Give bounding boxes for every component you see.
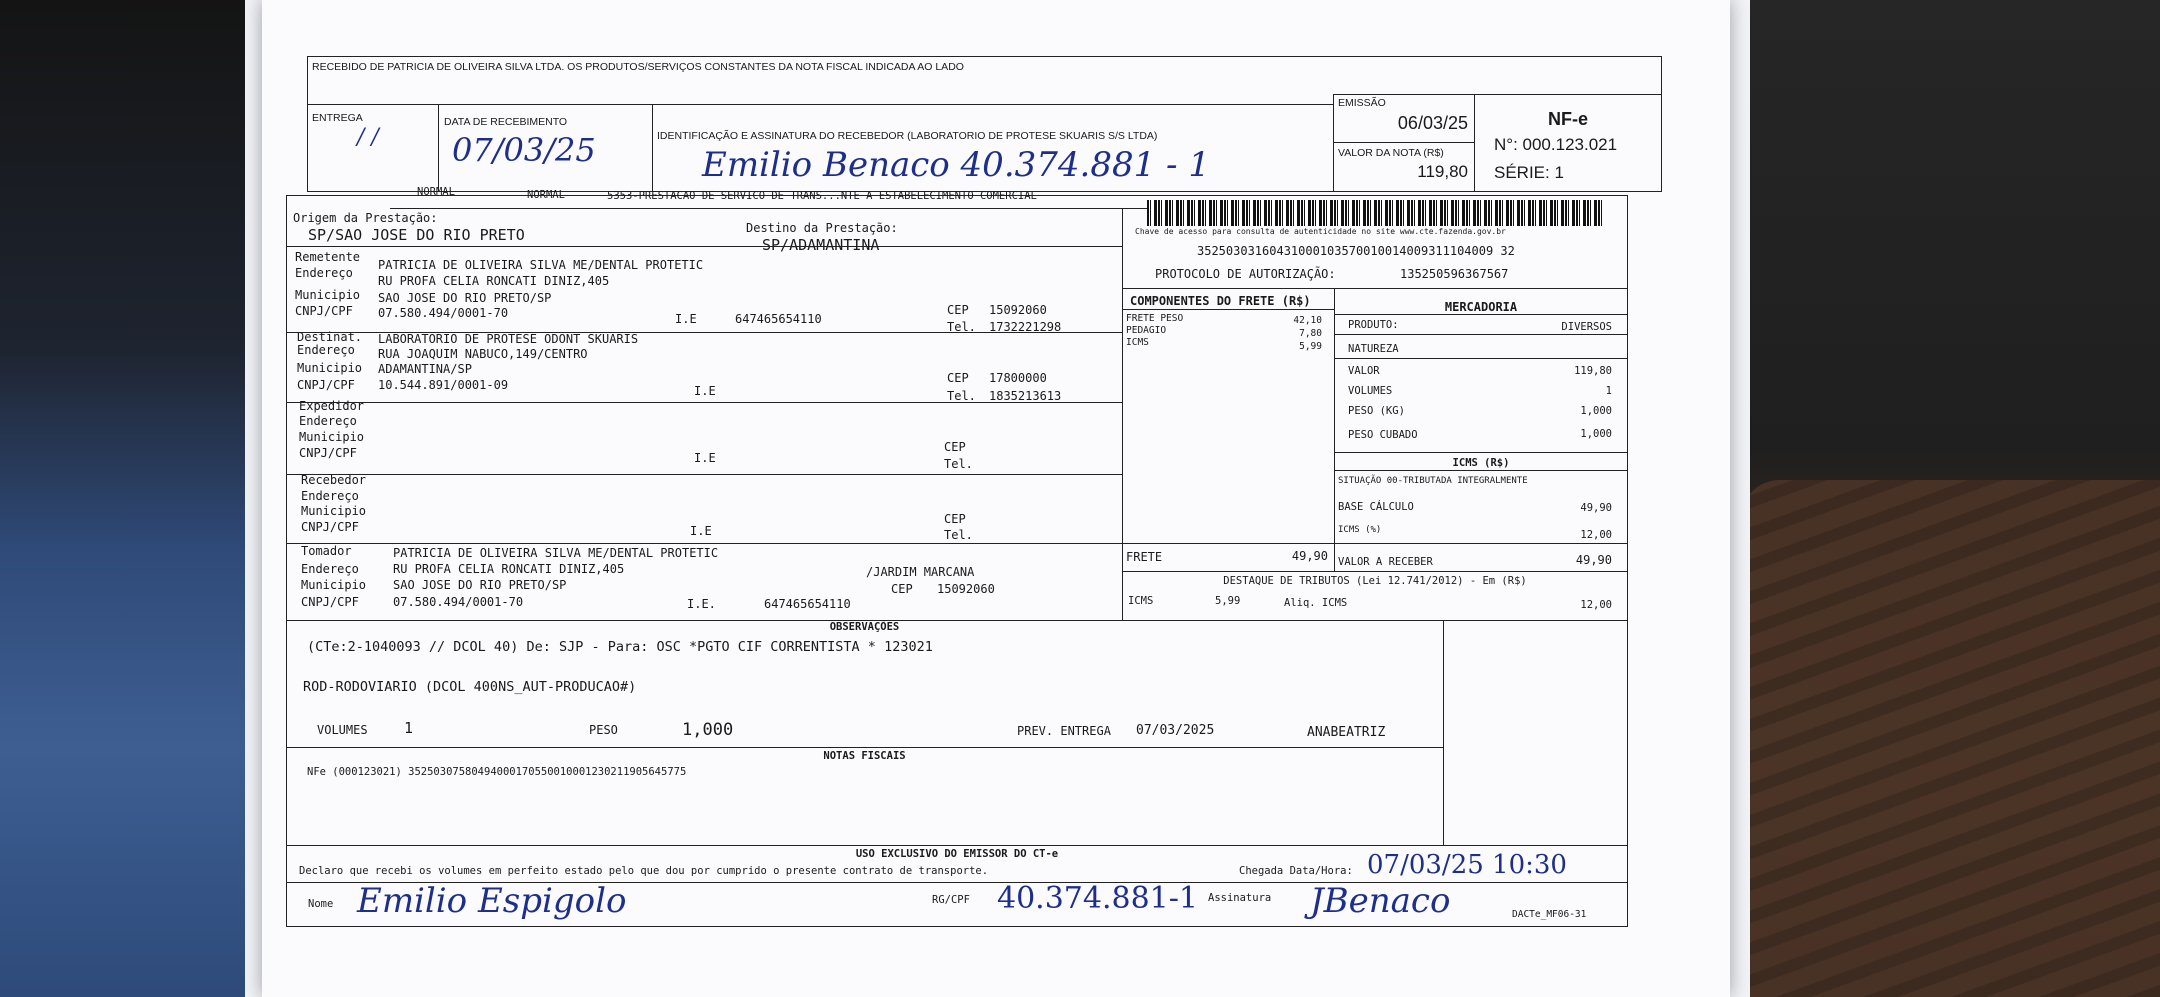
icms-situacao: SITUAÇÃO 00-TRIBUTADA INTEGRALMENTE bbox=[1338, 476, 1528, 486]
remetente-label: Remetente bbox=[295, 250, 361, 264]
expedidor-endereco-label: Endereço bbox=[299, 414, 357, 428]
remetente-cnpj-label: CNPJ/CPF bbox=[295, 304, 353, 318]
emissor-declaracao: Declaro que recebi os volumes em perfeito estado pelo que dou por cumprido o presente contrato de transporte. bbox=[299, 865, 989, 877]
tributos-aliq-label: Aliq. ICMS bbox=[1284, 597, 1348, 609]
icms-base-label: BASE CÁLCULO bbox=[1338, 501, 1414, 513]
tomador-municipio: SAO JOSE DO RIO PRETO/SP bbox=[393, 578, 567, 592]
bag-strap bbox=[1740, 480, 2160, 997]
obs-volumes-value: 1 bbox=[404, 719, 414, 737]
tomador-ie-label: I.E. bbox=[687, 597, 716, 611]
frete-value: 49,90 bbox=[1291, 549, 1328, 563]
entrega-label: ENTREGA bbox=[312, 112, 363, 124]
background-leather-bag bbox=[1720, 0, 2160, 997]
valor-label: VALOR bbox=[1348, 365, 1380, 377]
prev-entrega-label: PREV. ENTREGA bbox=[1017, 724, 1111, 738]
nfe-title: NF-e bbox=[1548, 109, 1588, 129]
destino-value: SP/ADAMANTINA bbox=[762, 236, 880, 254]
remetente-municipio-label: Municipio bbox=[295, 288, 361, 302]
chave-value: 35250303160431000103570010014009311104009 32 bbox=[1197, 244, 1515, 258]
destinatario-cep: 17800000 bbox=[989, 371, 1047, 385]
tomador-cnpj: 07.580.494/0001-70 bbox=[393, 595, 524, 609]
destinatario-cnpj-label: CNPJ/CPF bbox=[297, 378, 355, 392]
emissao-label: EMISSÃO bbox=[1338, 97, 1386, 109]
protocolo-value: 135250596367567 bbox=[1400, 267, 1509, 281]
recebedor-cep-label: CEP bbox=[944, 512, 966, 526]
valor-receber-label: VALOR A RECEBER bbox=[1338, 556, 1433, 568]
prev-entrega-value: 07/03/2025 bbox=[1136, 723, 1215, 738]
chave-label: Chave de acesso para consulta de autenticidade no site www.cte.fazenda.gov.br bbox=[1135, 227, 1506, 236]
icms-aliq-label: ICMS (%) bbox=[1338, 525, 1382, 535]
protocolo-label: PROTOCOLO DE AUTORIZAÇÃO: bbox=[1155, 267, 1336, 281]
componente-label-1: PEDAGIO bbox=[1126, 325, 1167, 336]
componente-value-1: 7,80 bbox=[1299, 328, 1322, 339]
remetente-cnpj: 07.580.494/0001-70 bbox=[378, 306, 509, 320]
rg-label: RG/CPF bbox=[932, 894, 970, 906]
expedidor-cnpj-label: CNPJ/CPF bbox=[299, 446, 357, 460]
chegada-value: 07/03/25 10:30 bbox=[1367, 850, 1567, 880]
destinatario-endereco-label: Endereço bbox=[297, 343, 355, 357]
footer-code: DACTe_MF06-31 bbox=[1512, 909, 1587, 920]
tipo-servico: NORMAL bbox=[527, 189, 565, 201]
valor-value: 119,80 bbox=[1574, 365, 1612, 377]
nome-value: Emilio Espigolo bbox=[357, 881, 627, 921]
volumes-value: 1 bbox=[1605, 385, 1612, 397]
destinatario-endereco: RUA JOAQUIM NABUCO,149/CENTRO bbox=[378, 347, 588, 361]
observacoes-title: OBSERVAÇÕES bbox=[829, 621, 900, 633]
entrega-value: / / bbox=[357, 125, 379, 150]
icms-title: ICMS (R$) bbox=[1452, 457, 1510, 469]
remetente-cep: 15092060 bbox=[989, 303, 1047, 317]
cfop-natureza: 5353-PRESTACAO DE SERVICO DE TRANS...NTE A ESTABELECIMENTO COMERCIAL bbox=[607, 190, 1037, 202]
assinatura-value: JBenaco bbox=[1310, 881, 1451, 921]
remetente-cep-label: CEP bbox=[947, 303, 969, 317]
recebedor-cnpj-label: CNPJ/CPF bbox=[301, 520, 359, 534]
cte-document bbox=[262, 0, 1730, 997]
componente-value-0: 42,10 bbox=[1293, 315, 1322, 326]
tomador-cnpj-label: CNPJ/CPF bbox=[301, 595, 359, 609]
produto-label: PRODUTO: bbox=[1348, 319, 1399, 331]
remetente-tel-label: Tel. bbox=[947, 320, 976, 334]
componente-value-2: 5,99 bbox=[1299, 341, 1322, 352]
tributos-aliq-value: 12,00 bbox=[1580, 599, 1612, 611]
destino-label: Destino da Prestação: bbox=[746, 221, 898, 235]
recebedor-tel-label: Tel. bbox=[944, 528, 973, 542]
emissao-value: 06/03/25 bbox=[1397, 113, 1468, 133]
cubado-value: 1,000 bbox=[1580, 428, 1612, 440]
nome-label: Nome bbox=[308, 898, 334, 910]
natureza-label: NATUREZA bbox=[1348, 343, 1399, 355]
tomador-endereco-label: Endereço bbox=[301, 562, 359, 576]
tributos-icms-label: ICMS bbox=[1128, 595, 1154, 607]
componente-label-2: ICMS bbox=[1126, 337, 1149, 348]
identificacao-value: Emilio Benaco 40.374.881 - 1 bbox=[702, 145, 1210, 185]
icms-aliq-value: 12,00 bbox=[1580, 529, 1612, 541]
expedidor-tel-label: Tel. bbox=[944, 457, 973, 471]
destinatario-ie-label: I.E bbox=[694, 384, 716, 398]
notas-title: NOTAS FISCAIS bbox=[823, 750, 906, 762]
componentes-title: COMPONENTES DO FRETE (R$) bbox=[1130, 294, 1311, 308]
tomador-municipio-label: Municipio bbox=[301, 578, 367, 592]
destinatario-nome: LABORATORIO DE PROTESE ODONT SKUARIS bbox=[378, 332, 639, 346]
volumes-label: VOLUMES bbox=[1348, 385, 1393, 397]
recebedor-label: Recebedor bbox=[301, 473, 367, 487]
expedidor-ie-label: I.E bbox=[694, 451, 716, 465]
tomador-cep-label: CEP bbox=[891, 582, 913, 596]
produto-value: DIVERSOS bbox=[1561, 321, 1612, 333]
destinatario-municipio-label: Municipio bbox=[297, 361, 363, 375]
nfe-serie: SÉRIE: 1 bbox=[1494, 163, 1564, 182]
observacoes-line1: (CTe:2-1040093 // DCOL 40) De: SJP - Para: OSC *PGTO CIF CORRENTISTA * 123021 bbox=[307, 639, 933, 655]
tomador-nome: PATRICIA DE OLIVEIRA SILVA ME/DENTAL PROTETIC bbox=[393, 546, 719, 560]
peso-value: 1,000 bbox=[1580, 405, 1612, 417]
mercadoria-title: MERCADORIA bbox=[1444, 300, 1518, 314]
tomador-bairro: /JARDIM MARCANA bbox=[866, 565, 975, 579]
obs-peso-label: PESO bbox=[589, 723, 618, 737]
obs-volumes-label: VOLUMES bbox=[317, 723, 368, 737]
data-recebimento-value: 07/03/25 bbox=[452, 131, 596, 169]
frete-label: FRETE bbox=[1126, 550, 1163, 564]
expedidor-cep-label: CEP bbox=[944, 440, 966, 454]
cte-barcode bbox=[1147, 200, 1602, 226]
rg-value: 40.374.881-1 bbox=[997, 881, 1198, 916]
peso-label: PESO (KG) bbox=[1348, 405, 1405, 417]
remetente-endereco-label: Endereço bbox=[295, 266, 353, 280]
componente-label-0: FRETE PESO bbox=[1126, 313, 1184, 324]
destinatario-cnpj: 10.544.891/0001-09 bbox=[378, 378, 509, 392]
valor-nota-value: 119,80 bbox=[1417, 162, 1468, 181]
recebedor-ie-label: I.E bbox=[690, 524, 712, 538]
remetente-nome: PATRICIA DE OLIVEIRA SILVA ME/DENTAL PROTETIC bbox=[378, 258, 704, 272]
tomador-label: Tomador bbox=[301, 544, 352, 558]
notas-line: NFe (000123021) 35250307580494000170550010001230211905645775 bbox=[307, 766, 687, 778]
destinatario-label: Destinat. bbox=[297, 330, 363, 344]
emissor-title: USO EXCLUSIVO DO EMISSOR DO CT-e bbox=[855, 848, 1059, 860]
remetente-ie: 647465654110 bbox=[735, 312, 822, 326]
destinatario-tel: 1835213613 bbox=[989, 389, 1062, 403]
tomador-endereco: RU PROFA CELIA RONCATI DINIZ,405 bbox=[393, 562, 625, 576]
observacoes-line2: ROD-RODOVIARIO (DCOL 400NS_AUT-PRODUCAO#) bbox=[303, 679, 637, 695]
remetente-municipio: SAO JOSE DO RIO PRETO/SP bbox=[378, 291, 552, 305]
tipo-cte: NORMAL bbox=[417, 186, 455, 198]
receipt-declaration: RECEBIDO DE PATRICIA DE OLIVEIRA SILVA LTDA. OS PRODUTOS/SERVIÇOS CONSTANTES DA NOTA FISCAL INDICADA AO LADO bbox=[312, 61, 964, 73]
remetente-tel: 1732221298 bbox=[989, 320, 1062, 334]
assinatura-label: Assinatura bbox=[1208, 892, 1272, 904]
origem-label: Origem da Prestação: bbox=[293, 211, 438, 225]
expedidor-label: Expedidor bbox=[299, 399, 365, 413]
destinatario-cep-label: CEP bbox=[947, 371, 969, 385]
tomador-cep: 15092060 bbox=[937, 582, 995, 596]
expedidor-municipio-label: Municipio bbox=[299, 430, 365, 444]
cubado-label: PESO CUBADO bbox=[1348, 429, 1418, 441]
valor-receber-value: 49,90 bbox=[1575, 553, 1612, 567]
valor-nota-label: VALOR DA NOTA (R$) bbox=[1338, 147, 1444, 159]
tomador-ie: 647465654110 bbox=[764, 597, 851, 611]
recebedor-municipio-label: Municipio bbox=[301, 504, 367, 518]
icms-base-value: 49,90 bbox=[1580, 502, 1612, 514]
chegada-label: Chegada Data/Hora: bbox=[1239, 865, 1353, 877]
tributos-icms-value: 5,99 bbox=[1215, 595, 1241, 607]
remetente-endereco: RU PROFA CELIA RONCATI DINIZ,405 bbox=[378, 274, 610, 288]
recebedor-endereco-label: Endereço bbox=[301, 489, 359, 503]
nfe-number: N°: 000.123.021 bbox=[1494, 135, 1618, 154]
origem-value: SP/SAO JOSE DO RIO PRETO bbox=[308, 226, 525, 244]
obs-peso-value: 1,000 bbox=[682, 720, 734, 740]
destinatario-municipio: ADAMANTINA/SP bbox=[378, 362, 472, 376]
remetente-ie-label: I.E bbox=[675, 312, 697, 326]
identificacao-label: IDENTIFICAÇÃO E ASSINATURA DO RECEBEDOR (LABORATORIO DE PROTESE SKUARIS S/S LTDA) bbox=[657, 130, 1158, 142]
destinatario-tel-label: Tel. bbox=[947, 389, 976, 403]
tributos-title: DESTAQUE DE TRIBUTOS (Lei 12.741/2012) - Em (R$) bbox=[1223, 575, 1527, 587]
data-recebimento-label: DATA DE RECEBIMENTO bbox=[444, 116, 568, 128]
operador: ANABEATRIZ bbox=[1307, 725, 1386, 740]
